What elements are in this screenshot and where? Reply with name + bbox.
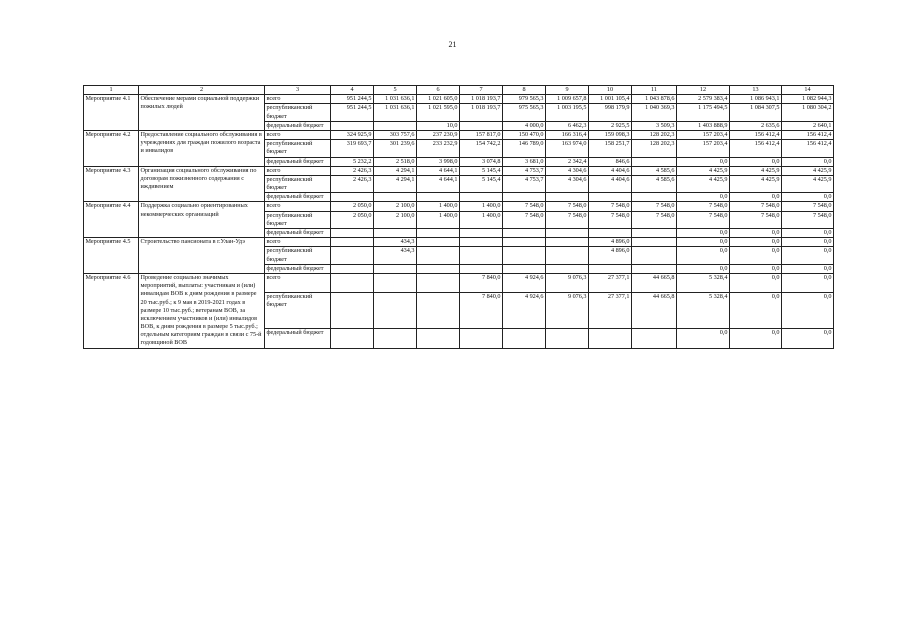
amount-cell	[417, 264, 460, 273]
amount-cell: 2 518,0	[374, 157, 417, 166]
amount-cell	[374, 264, 417, 273]
amount-cell: 0,0	[730, 273, 782, 292]
activity-code: Мероприятие 4.2	[84, 130, 139, 166]
amount-cell	[546, 329, 589, 348]
amount-cell	[632, 157, 677, 166]
amount-cell: 4 304,6	[546, 175, 589, 192]
amount-cell: 3 509,3	[632, 121, 677, 130]
amount-cell	[374, 293, 417, 329]
amount-cell: 4 644,1	[417, 166, 460, 175]
amount-cell	[417, 293, 460, 329]
amount-cell	[331, 238, 374, 247]
amount-cell	[503, 238, 546, 247]
amount-cell: 0,0	[782, 229, 834, 238]
amount-cell: 979 565,3	[503, 95, 546, 104]
amount-cell: 4 404,6	[589, 166, 632, 175]
amount-cell: 2 342,4	[546, 157, 589, 166]
amount-cell: 4 294,1	[374, 175, 417, 192]
funding-source: федеральный бюджет	[265, 157, 331, 166]
amount-cell: 158 251,7	[589, 140, 632, 157]
column-header-7: 7	[460, 86, 503, 95]
amount-cell: 434,3	[374, 238, 417, 247]
amount-cell: 1 086 943,1	[730, 95, 782, 104]
amount-cell	[632, 229, 677, 238]
amount-cell: 1 001 105,4	[589, 95, 632, 104]
amount-cell	[374, 229, 417, 238]
amount-cell: 0,0	[730, 193, 782, 202]
amount-cell	[374, 329, 417, 348]
activity-name: Поддержка социально ориентированных некоммерческих организаций	[139, 202, 265, 238]
amount-cell: 2 426,3	[331, 166, 374, 175]
funding-source: федеральный бюджет	[265, 329, 331, 348]
column-header-1: 1	[84, 86, 139, 95]
amount-cell: 1 040 369,3	[632, 104, 677, 121]
amount-cell: 7 548,0	[546, 202, 589, 211]
amount-cell: 324 925,9	[331, 130, 374, 139]
amount-cell: 4 000,0	[503, 121, 546, 130]
activity-name: Обеспечение мерами социальной поддержки пожилых людей	[139, 95, 265, 131]
table-row	[84, 130, 834, 139]
amount-cell: 2 640,1	[782, 121, 834, 130]
amount-cell: 157 203,4	[677, 140, 730, 157]
amount-cell	[417, 229, 460, 238]
amount-cell: 2 579 383,4	[677, 95, 730, 104]
amount-cell: 3 681,0	[503, 157, 546, 166]
amount-cell: 0,0	[677, 247, 730, 264]
amount-cell: 156 412,4	[782, 140, 834, 157]
amount-cell: 846,6	[589, 157, 632, 166]
amount-cell	[632, 247, 677, 264]
amount-cell: 1 400,0	[460, 202, 503, 211]
activity-name: Предоставление социального обслуживания в учреждениях для граждан пожилого возраста и инвалидов	[139, 130, 265, 166]
amount-cell	[546, 264, 589, 273]
activity-code: Мероприятие 4.6	[84, 273, 139, 348]
amount-cell	[589, 193, 632, 202]
amount-cell: 7 548,0	[782, 211, 834, 228]
amount-cell	[632, 264, 677, 273]
amount-cell: 4 753,7	[503, 175, 546, 192]
amount-cell: 2 100,0	[374, 211, 417, 228]
amount-cell: 4 924,6	[503, 293, 546, 329]
amount-cell: 1 021 595,0	[417, 104, 460, 121]
page-number: 21	[448, 40, 457, 49]
amount-cell	[331, 247, 374, 264]
amount-cell: 0,0	[677, 329, 730, 348]
amount-cell	[460, 247, 503, 264]
amount-cell	[417, 238, 460, 247]
amount-cell	[503, 229, 546, 238]
amount-cell: 27 377,1	[589, 273, 632, 292]
amount-cell: 10,0	[417, 121, 460, 130]
amount-cell	[331, 121, 374, 130]
amount-cell	[460, 229, 503, 238]
amount-cell	[546, 238, 589, 247]
amount-cell	[503, 193, 546, 202]
amount-cell: 7 548,0	[546, 211, 589, 228]
amount-cell: 0,0	[782, 273, 834, 292]
amount-cell: 7 548,0	[782, 202, 834, 211]
amount-cell: 301 239,6	[374, 140, 417, 157]
amount-cell: 2 050,0	[331, 202, 374, 211]
amount-cell	[331, 229, 374, 238]
column-header-5: 5	[374, 86, 417, 95]
amount-cell: 1 018 193,7	[460, 104, 503, 121]
amount-cell: 5 145,4	[460, 166, 503, 175]
amount-cell: 0,0	[782, 193, 834, 202]
amount-cell: 7 548,0	[677, 211, 730, 228]
amount-cell	[331, 264, 374, 273]
amount-cell: 7 548,0	[730, 211, 782, 228]
amount-cell	[632, 193, 677, 202]
amount-cell: 2 635,6	[730, 121, 782, 130]
amount-cell: 128 202,3	[632, 130, 677, 139]
funding-source: федеральный бюджет	[265, 121, 331, 130]
amount-cell: 4 644,1	[417, 175, 460, 192]
amount-cell	[374, 121, 417, 130]
amount-cell: 4 294,1	[374, 166, 417, 175]
amount-cell: 1 018 193,7	[460, 95, 503, 104]
amount-cell: 0,0	[782, 238, 834, 247]
column-header-8: 8	[503, 86, 546, 95]
amount-cell: 434,3	[374, 247, 417, 264]
amount-cell	[589, 264, 632, 273]
amount-cell	[460, 121, 503, 130]
amount-cell: 1 400,0	[417, 211, 460, 228]
amount-cell: 0,0	[782, 264, 834, 273]
amount-cell: 7 548,0	[730, 202, 782, 211]
amount-cell	[632, 329, 677, 348]
amount-cell: 303 757,6	[374, 130, 417, 139]
amount-cell	[503, 329, 546, 348]
amount-cell: 4 425,9	[677, 175, 730, 192]
amount-cell: 157 817,0	[460, 130, 503, 139]
amount-cell: 2 100,0	[374, 202, 417, 211]
amount-cell: 1 082 944,3	[782, 95, 834, 104]
activity-code: Мероприятие 4.3	[84, 166, 139, 202]
amount-cell	[417, 273, 460, 292]
amount-cell: 0,0	[677, 264, 730, 273]
amount-cell	[331, 293, 374, 329]
amount-cell: 951 244,5	[331, 104, 374, 121]
amount-cell	[331, 273, 374, 292]
amount-cell: 128 202,3	[632, 140, 677, 157]
amount-cell: 159 098,3	[589, 130, 632, 139]
funding-source: республиканский бюджет	[265, 211, 331, 228]
amount-cell: 1 031 636,1	[374, 104, 417, 121]
amount-cell: 1 080 304,2	[782, 104, 834, 121]
amount-cell	[589, 329, 632, 348]
funding-source: всего	[265, 238, 331, 247]
activity-code: Мероприятие 4.4	[84, 202, 139, 238]
amount-cell	[503, 247, 546, 264]
table-row	[84, 95, 834, 104]
amount-cell	[460, 264, 503, 273]
amount-cell: 1 403 888,9	[677, 121, 730, 130]
amount-cell: 1 003 195,5	[546, 104, 589, 121]
amount-cell: 4 425,9	[782, 166, 834, 175]
amount-cell: 1 031 636,1	[374, 95, 417, 104]
column-header-6: 6	[417, 86, 460, 95]
table-row	[84, 273, 834, 292]
funding-source: республиканский бюджет	[265, 175, 331, 192]
amount-cell: 1 021 605,0	[417, 95, 460, 104]
table-row	[84, 238, 834, 247]
amount-cell: 6 462,3	[546, 121, 589, 130]
amount-cell: 4 896,0	[589, 247, 632, 264]
amount-cell: 0,0	[782, 329, 834, 348]
amount-cell: 1 175 494,5	[677, 104, 730, 121]
amount-cell: 9 076,3	[546, 273, 589, 292]
budget-table	[83, 85, 834, 349]
amount-cell: 1 400,0	[417, 202, 460, 211]
amount-cell	[331, 329, 374, 348]
amount-cell: 156 412,4	[730, 140, 782, 157]
amount-cell: 4 753,7	[503, 166, 546, 175]
amount-cell	[460, 329, 503, 348]
amount-cell: 233 232,9	[417, 140, 460, 157]
amount-cell: 4 924,6	[503, 273, 546, 292]
table-body	[84, 86, 834, 349]
activity-name: Проведение социально значимых мероприятий, выплаты: участникам и (или) инвалидам ВОВ к дням рождения в размере 20 тыс.руб.; к 9 мая в 2019-2021 годах в размере 10 тыс.руб.; ветеранам ВОВ, за исключением участников и (или) инвалидов ВОВ, к дням рождения в размере 5 тыс.руб.; отдельным категориям граждан в связи с 75-й годовщиной ВОВ	[139, 273, 265, 348]
amount-cell: 4 304,6	[546, 166, 589, 175]
amount-cell	[417, 193, 460, 202]
amount-cell	[417, 329, 460, 348]
column-header-14: 14	[782, 86, 834, 95]
column-header-11: 11	[632, 86, 677, 95]
amount-cell: 0,0	[730, 247, 782, 264]
amount-cell: 1 400,0	[460, 211, 503, 228]
amount-cell: 0,0	[730, 293, 782, 329]
funding-source: федеральный бюджет	[265, 193, 331, 202]
amount-cell: 7 840,0	[460, 293, 503, 329]
amount-cell	[546, 247, 589, 264]
amount-cell: 2 050,0	[331, 211, 374, 228]
amount-cell: 9 076,3	[546, 293, 589, 329]
funding-source: всего	[265, 202, 331, 211]
funding-source: всего	[265, 166, 331, 175]
amount-cell: 3 998,0	[417, 157, 460, 166]
amount-cell: 156 412,4	[782, 130, 834, 139]
amount-cell: 237 230,9	[417, 130, 460, 139]
amount-cell: 7 548,0	[632, 211, 677, 228]
amount-cell: 2 426,3	[331, 175, 374, 192]
amount-cell: 0,0	[782, 157, 834, 166]
column-header-3: 3	[265, 86, 331, 95]
amount-cell	[374, 193, 417, 202]
column-header-4: 4	[331, 86, 374, 95]
activity-name: Строительство пансионата в г.Улан-Удэ	[139, 238, 265, 274]
amount-cell: 4 425,9	[782, 175, 834, 192]
amount-cell	[460, 193, 503, 202]
amount-cell: 951 244,5	[331, 95, 374, 104]
amount-cell	[546, 229, 589, 238]
column-header-9: 9	[546, 86, 589, 95]
amount-cell	[503, 264, 546, 273]
amount-cell: 4 585,6	[632, 166, 677, 175]
amount-cell: 4 425,9	[677, 166, 730, 175]
amount-cell: 319 693,7	[331, 140, 374, 157]
amount-cell: 7 548,0	[677, 202, 730, 211]
amount-cell: 0,0	[677, 157, 730, 166]
amount-cell: 0,0	[730, 264, 782, 273]
amount-cell: 1 009 657,8	[546, 95, 589, 104]
amount-cell: 4 404,6	[589, 175, 632, 192]
amount-cell: 7 548,0	[503, 202, 546, 211]
amount-cell: 0,0	[782, 247, 834, 264]
amount-cell: 998 179,9	[589, 104, 632, 121]
amount-cell	[460, 238, 503, 247]
amount-cell: 157 203,4	[677, 130, 730, 139]
amount-cell: 4 896,0	[589, 238, 632, 247]
amount-cell: 0,0	[677, 229, 730, 238]
amount-cell: 156 412,4	[730, 130, 782, 139]
funding-source: федеральный бюджет	[265, 229, 331, 238]
table-row	[84, 202, 834, 211]
amount-cell: 2 925,5	[589, 121, 632, 130]
amount-cell: 3 074,8	[460, 157, 503, 166]
amount-cell: 0,0	[677, 193, 730, 202]
column-header-10: 10	[589, 86, 632, 95]
amount-cell	[374, 273, 417, 292]
funding-source: республиканский бюджет	[265, 293, 331, 329]
amount-cell	[632, 238, 677, 247]
amount-cell: 5 328,4	[677, 293, 730, 329]
activity-code: Мероприятие 4.5	[84, 238, 139, 274]
amount-cell: 0,0	[730, 229, 782, 238]
amount-cell: 27 377,1	[589, 293, 632, 329]
amount-cell: 5 232,2	[331, 157, 374, 166]
amount-cell: 975 565,3	[503, 104, 546, 121]
amount-cell: 7 548,0	[589, 211, 632, 228]
table-row	[84, 166, 834, 175]
funding-source: всего	[265, 273, 331, 292]
amount-cell: 0,0	[677, 238, 730, 247]
column-header-13: 13	[730, 86, 782, 95]
amount-cell: 0,0	[782, 293, 834, 329]
amount-cell: 5 328,4	[677, 273, 730, 292]
amount-cell: 154 742,2	[460, 140, 503, 157]
amount-cell: 5 145,4	[460, 175, 503, 192]
funding-source: всего	[265, 130, 331, 139]
amount-cell: 0,0	[730, 329, 782, 348]
column-header-2: 2	[139, 86, 265, 95]
amount-cell: 7 840,0	[460, 273, 503, 292]
amount-cell: 44 665,8	[632, 273, 677, 292]
amount-cell	[417, 247, 460, 264]
amount-cell	[589, 229, 632, 238]
amount-cell	[546, 193, 589, 202]
amount-cell: 7 548,0	[589, 202, 632, 211]
amount-cell: 0,0	[730, 157, 782, 166]
header-row	[84, 86, 834, 95]
funding-source: федеральный бюджет	[265, 264, 331, 273]
amount-cell: 166 316,4	[546, 130, 589, 139]
funding-source: республиканский бюджет	[265, 140, 331, 157]
amount-cell: 163 974,0	[546, 140, 589, 157]
amount-cell: 4 425,9	[730, 175, 782, 192]
amount-cell: 4 585,6	[632, 175, 677, 192]
amount-cell: 44 665,8	[632, 293, 677, 329]
amount-cell: 1 084 307,5	[730, 104, 782, 121]
column-header-12: 12	[677, 86, 730, 95]
amount-cell: 7 548,0	[503, 211, 546, 228]
amount-cell: 4 425,9	[730, 166, 782, 175]
amount-cell: 0,0	[730, 238, 782, 247]
funding-source: республиканский бюджет	[265, 104, 331, 121]
amount-cell: 146 789,0	[503, 140, 546, 157]
activity-name: Организация социального обслуживания по договорам пожизненного содержания с иждивением	[139, 166, 265, 202]
funding-source: республиканский бюджет	[265, 247, 331, 264]
amount-cell: 7 548,0	[632, 202, 677, 211]
funding-source: всего	[265, 95, 331, 104]
amount-cell: 150 470,0	[503, 130, 546, 139]
activity-code: Мероприятие 4.1	[84, 95, 139, 131]
amount-cell: 1 043 878,6	[632, 95, 677, 104]
amount-cell	[331, 193, 374, 202]
